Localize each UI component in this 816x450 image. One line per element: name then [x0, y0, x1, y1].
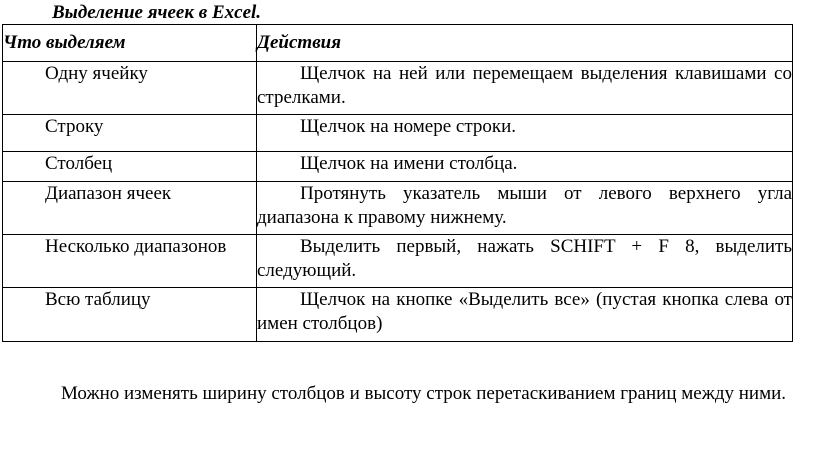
row-action-cell — [257, 62, 793, 115]
row-action-text: Щелчок на номере строки. — [300, 116, 517, 137]
page-title: Выделение ячеек в Excel. — [52, 2, 262, 23]
row-target-text: Несколько диапазонов — [45, 236, 227, 257]
row-target-text: Всю таблицу — [45, 289, 151, 310]
row-target-text: Диапазон ячеек — [45, 183, 172, 204]
column-header-what: Что выделяем — [3, 25, 257, 62]
row-action-text: Выделить первый, нажать SCHIFT + F 8, выделить следующий. — [257, 236, 792, 281]
row-target-text: Одну ячейку — [45, 63, 148, 84]
table-row — [3, 235, 793, 288]
row-action-cell — [257, 182, 793, 235]
footnote-paragraph: Можно изменять ширину столбцов и высоту строк перетаскиванием границ между ними. — [61, 383, 787, 404]
row-target-cell — [3, 182, 257, 235]
row-action-text: Щелчок на ней или перемещаем выделения клавишами со стрелками. — [257, 63, 792, 108]
row-target-cell — [3, 235, 257, 288]
row-action-cell — [257, 152, 793, 182]
row-target-cell — [3, 62, 257, 115]
row-action-text: Щелчок на имени столбца. — [300, 153, 518, 174]
row-target-text: Строку — [45, 116, 104, 137]
row-target-text: Столбец — [45, 153, 113, 174]
row-action-cell — [257, 288, 793, 342]
table-row — [3, 152, 793, 182]
table-row — [3, 115, 793, 152]
selection-table — [2, 24, 793, 342]
row-action-text: Щелчок на кнопке «Выделить все» (пустая кнопка слева от имен столбцов) — [257, 289, 792, 334]
column-header-actions: Действия — [257, 25, 793, 62]
row-action-cell — [257, 115, 793, 152]
row-action-text: Протянуть указатель мыши от левого верхнего угла диапазона к правому нижнему. — [257, 183, 792, 228]
row-target-cell — [3, 288, 257, 342]
row-target-cell — [3, 152, 257, 182]
table-row — [3, 182, 793, 235]
row-action-cell — [257, 235, 793, 288]
table-header-row — [3, 25, 793, 62]
row-target-cell — [3, 115, 257, 152]
table-row — [3, 62, 793, 115]
table-row — [3, 288, 793, 342]
